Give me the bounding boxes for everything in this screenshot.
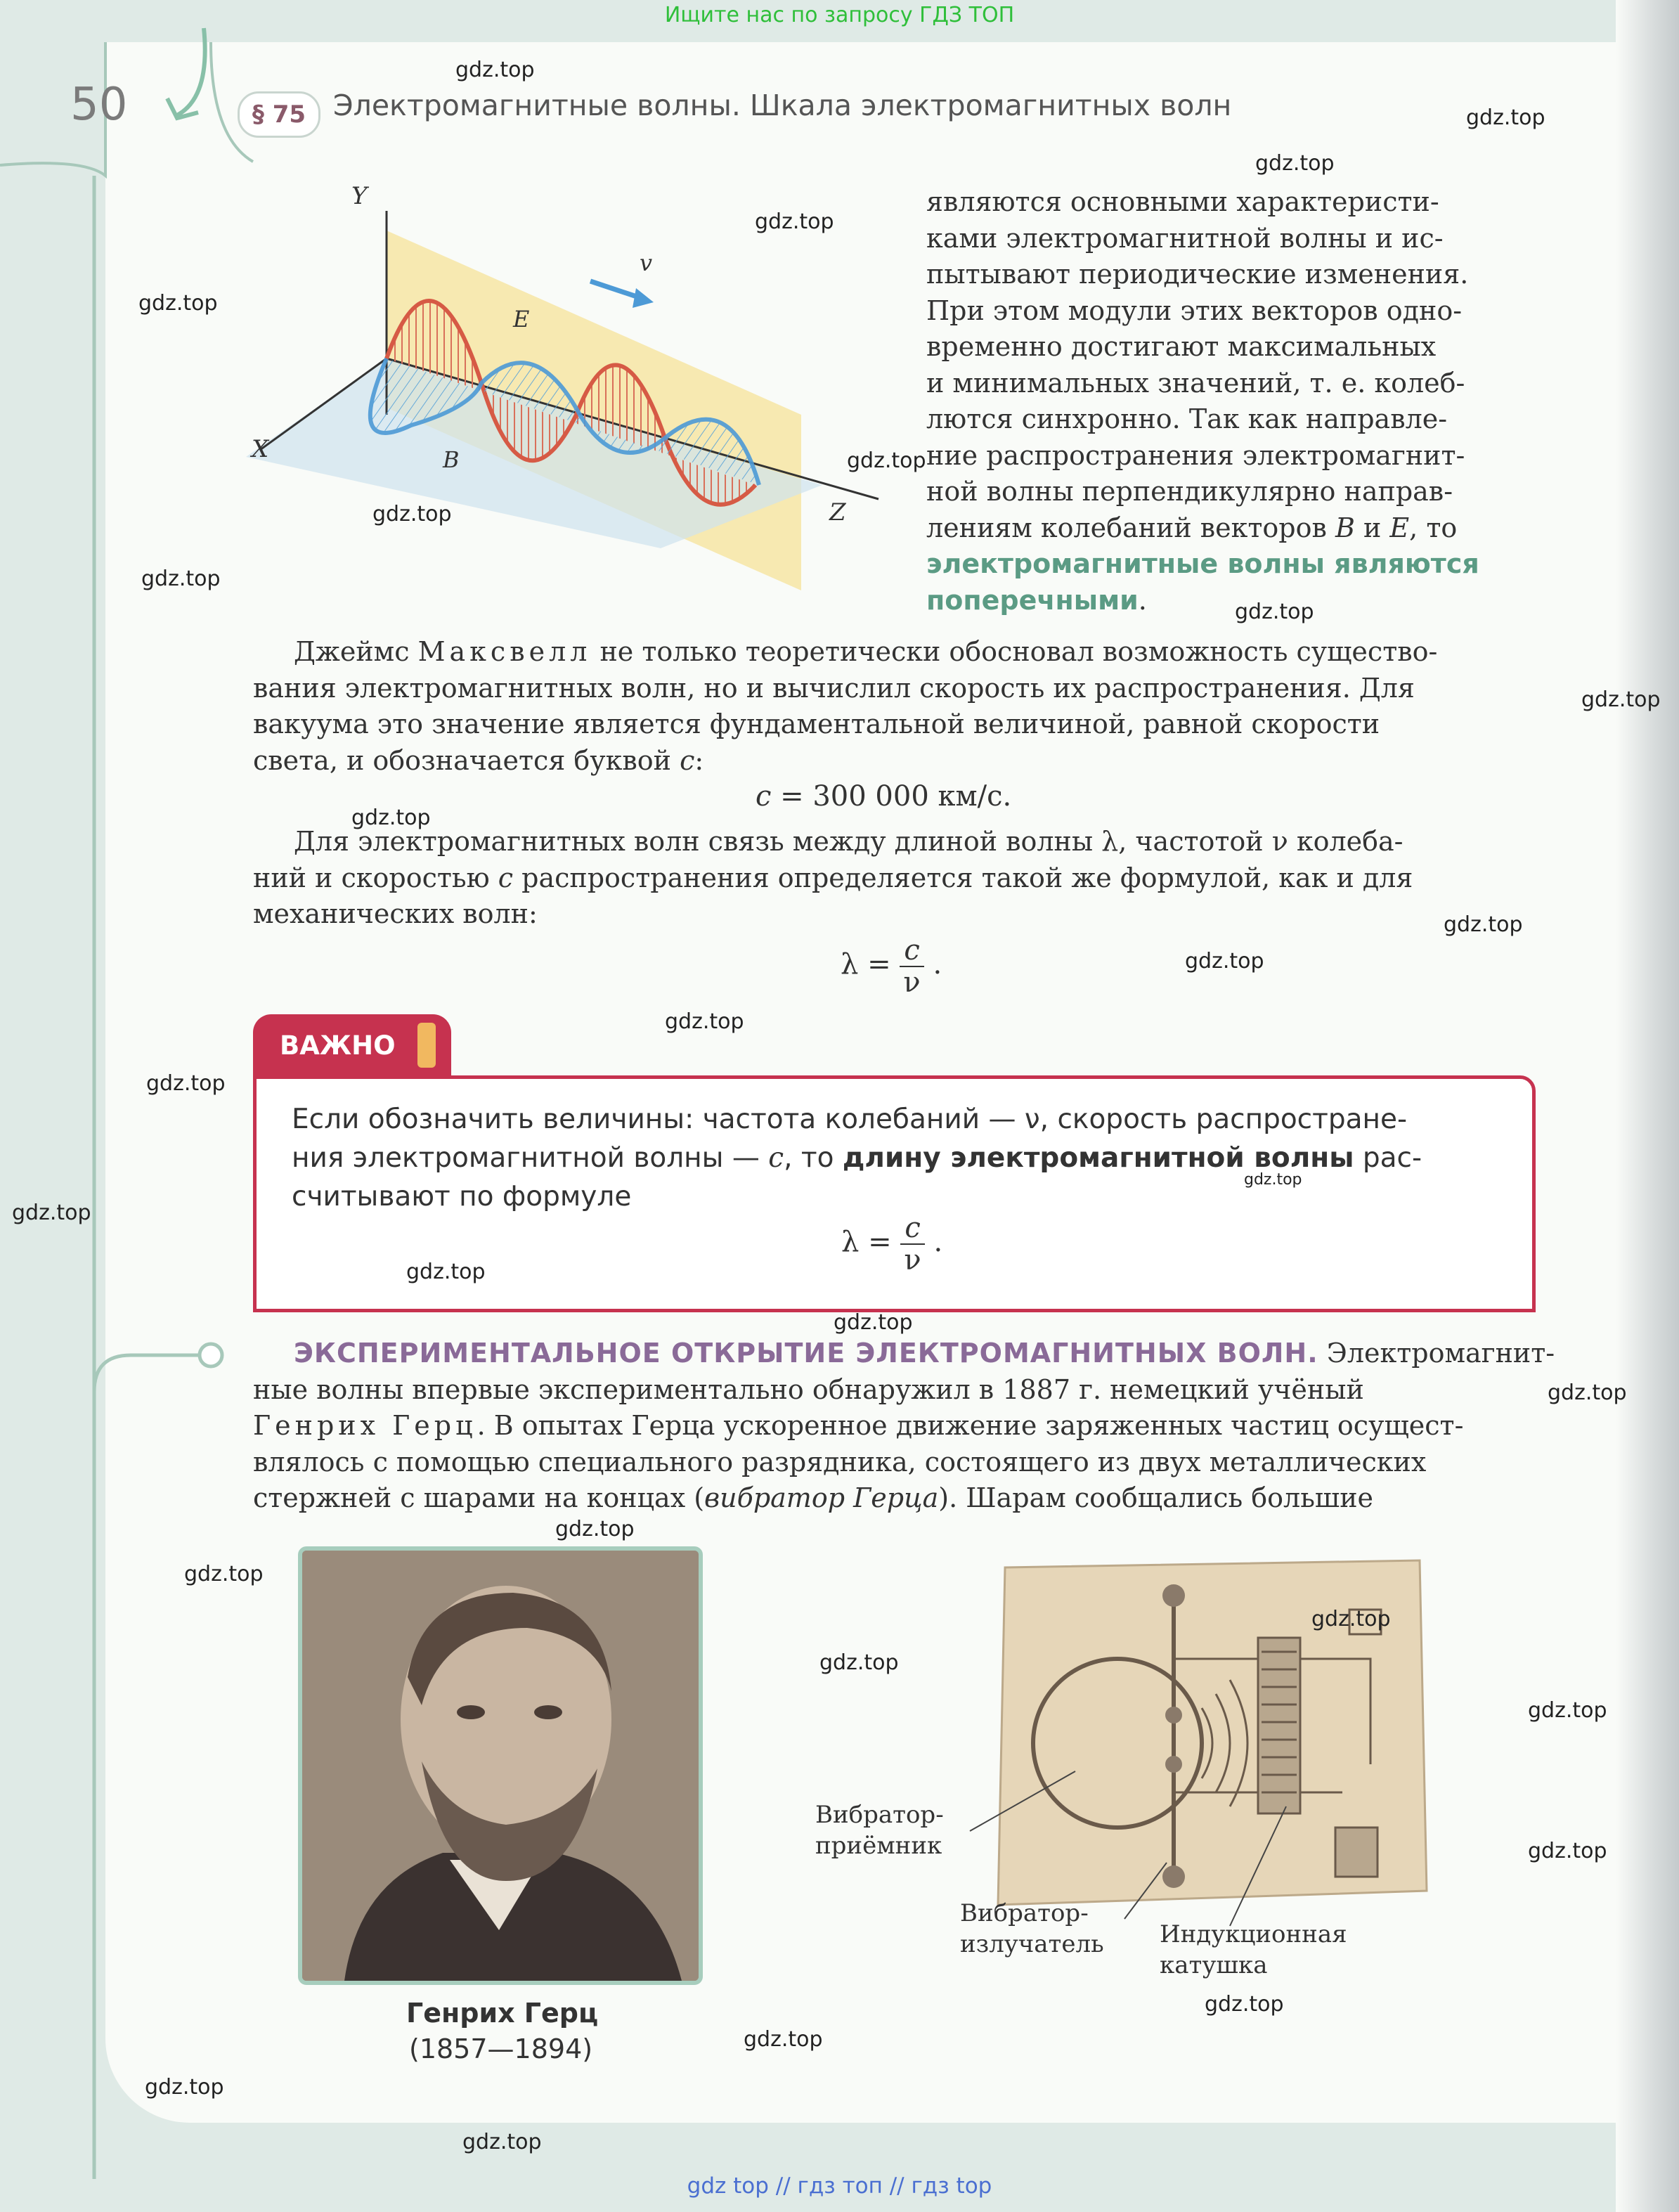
watermark: gdz.top (555, 1517, 635, 1541)
column-line: лются синхронно. Так как направле- (926, 403, 1448, 434)
watermark: gdz.top (847, 448, 926, 473)
watermark: gdz.top (1235, 600, 1314, 624)
watermark: gdz.top (834, 1310, 913, 1335)
vector-label-e: E (513, 306, 530, 332)
axis-label-x: X (252, 435, 269, 463)
maxwell-name: Максвелл (417, 636, 592, 667)
page-number: 50 (70, 79, 128, 131)
axis-label-z: Z (829, 498, 846, 526)
column-line: ной волны перпендикулярно направ- (926, 476, 1453, 507)
column-line: пытывают периодические изменения. (926, 259, 1469, 290)
relation-paragraph: Для электромагнитных волн связь между длиной волны λ, частотой ν колеба- ний и скоростью c распространения определяется такой же формулой, как и для механических волн: (253, 826, 1413, 929)
box-wavelength-formula: λ = $\frac{c}{\nu}$ . (841, 1212, 943, 1276)
watermark: gdz.top (184, 1562, 264, 1586)
column-line: и минимальных значений, т. е. колеб- (926, 367, 1465, 399)
watermark: gdz.top (455, 58, 535, 82)
column-line: лениям колебаний векторов B и E, то (926, 512, 1458, 543)
watermark: gdz.top (819, 1650, 899, 1675)
column-line: являются основными характеристи- (926, 186, 1439, 217)
watermark: gdz.top (145, 2075, 224, 2100)
vector-label-v: v (640, 250, 653, 276)
watermark: gdz.top (1528, 1839, 1607, 1863)
axis-label-y: Y (351, 183, 368, 210)
watermark: gdz.top (1255, 151, 1335, 176)
column-line: ние распространения электромагнит- (926, 439, 1465, 471)
maxwell-paragraph: Джеймс Максвелл не только теоретически обосновал возможность существо- вания электромагнитных волн, но и вычислил скорость их распространения. Для вакуума это значение является фундаментальной величиной, равной скорости света, и обозначается буквой c: (253, 636, 1438, 776)
watermark: gdz.top (1581, 687, 1661, 712)
important-tag: ВАЖНО (253, 1014, 451, 1078)
label-coil: Индукционная катушка (1160, 1920, 1347, 1979)
wavelength-formula: λ = $\frac{c}{\nu}$ . (841, 934, 942, 999)
page-header: Электромагнитные волны. Шкала электромагнитных волн (333, 89, 1232, 122)
important-box: Если обозначить величины: частота колебаний — ν, скорость распростране- ния электромагнитной волны — c, то длину электромагнитной волны рас- считывают по формуле λ = $\frac{c}{\nu}$ . (253, 1075, 1536, 1312)
watermark: gdz.top (1185, 949, 1264, 974)
watermark: gdz.top (406, 1260, 486, 1284)
watermark: gdz.top (1548, 1380, 1627, 1405)
bottom-banner: gdz top // гдз топ // гдз top (687, 2173, 992, 2199)
column-line: При этом модули этих векторов одно- (926, 295, 1463, 326)
watermark: gdz.top (744, 2027, 823, 2052)
watermark: gdz.top (1444, 912, 1523, 937)
column-line: ками электромагнитной волны и ис- (926, 222, 1444, 254)
watermark: gdz.top (1205, 1992, 1284, 2017)
hertz-name: Генрих Герц (253, 1410, 477, 1441)
column-line: поперечными. (926, 584, 1147, 616)
watermark: gdz.top (665, 1009, 744, 1034)
watermark: gdz.top (141, 567, 221, 591)
watermark: gdz.top (372, 502, 452, 526)
experiment-paragraph: ЭКСПЕРИМЕНТАЛЬНОЕ ОТКРЫТИЕ ЭЛЕКТРОМАГНИТНЫХ ВОЛН. Электромагнит- ные волны впервые экспериментально обнаружил в 1887 г. немецкий учёный Генрих Герц. В опытах Герца ускоренное движение заряженных частиц осущест- влялось с помощью специального разрядника, состоящего из двух металлических стержней с шарами на концах (вибратор Герца). Шарам сообщались большие (253, 1338, 1555, 1513)
portrait-caption-name: Генрих Герц (406, 1998, 599, 2029)
transverse-highlight: электромагнитные волны являются (926, 548, 1479, 579)
watermark: gdz.top (1311, 1607, 1391, 1631)
watermark: gdz.top (146, 1071, 226, 1096)
label-receiver: Вибратор- приёмник (815, 1801, 944, 1860)
column-line: временно достигают максимальных (926, 331, 1437, 362)
watermark: gdz.top (138, 291, 218, 316)
watermark: gdz.top (1244, 1171, 1302, 1189)
speed-of-light-formula: c = 300 000 км/с. (756, 780, 1012, 813)
watermark: gdz.top (1466, 105, 1545, 130)
experiment-heading: ЭКСПЕРИМЕНТАЛЬНОЕ ОТКРЫТИЕ ЭЛЕКТРОМАГНИТНЫХ ВОЛН. (294, 1338, 1318, 1369)
watermark: gdz.top (462, 2130, 542, 2154)
watermark: gdz.top (755, 209, 834, 234)
vector-label-b: B (443, 446, 460, 473)
top-banner: Ищите нас по запросу ГДЗ ТОП (664, 3, 1015, 27)
section-badge: § 75 (238, 91, 320, 138)
label-emitter: Вибратор- излучатель (960, 1899, 1104, 1958)
watermark: gdz.top (1528, 1698, 1607, 1723)
watermark: gdz.top (12, 1201, 91, 1225)
watermark: gdz.top (351, 806, 431, 830)
portrait-caption-years: (1857—1894) (409, 2033, 593, 2064)
